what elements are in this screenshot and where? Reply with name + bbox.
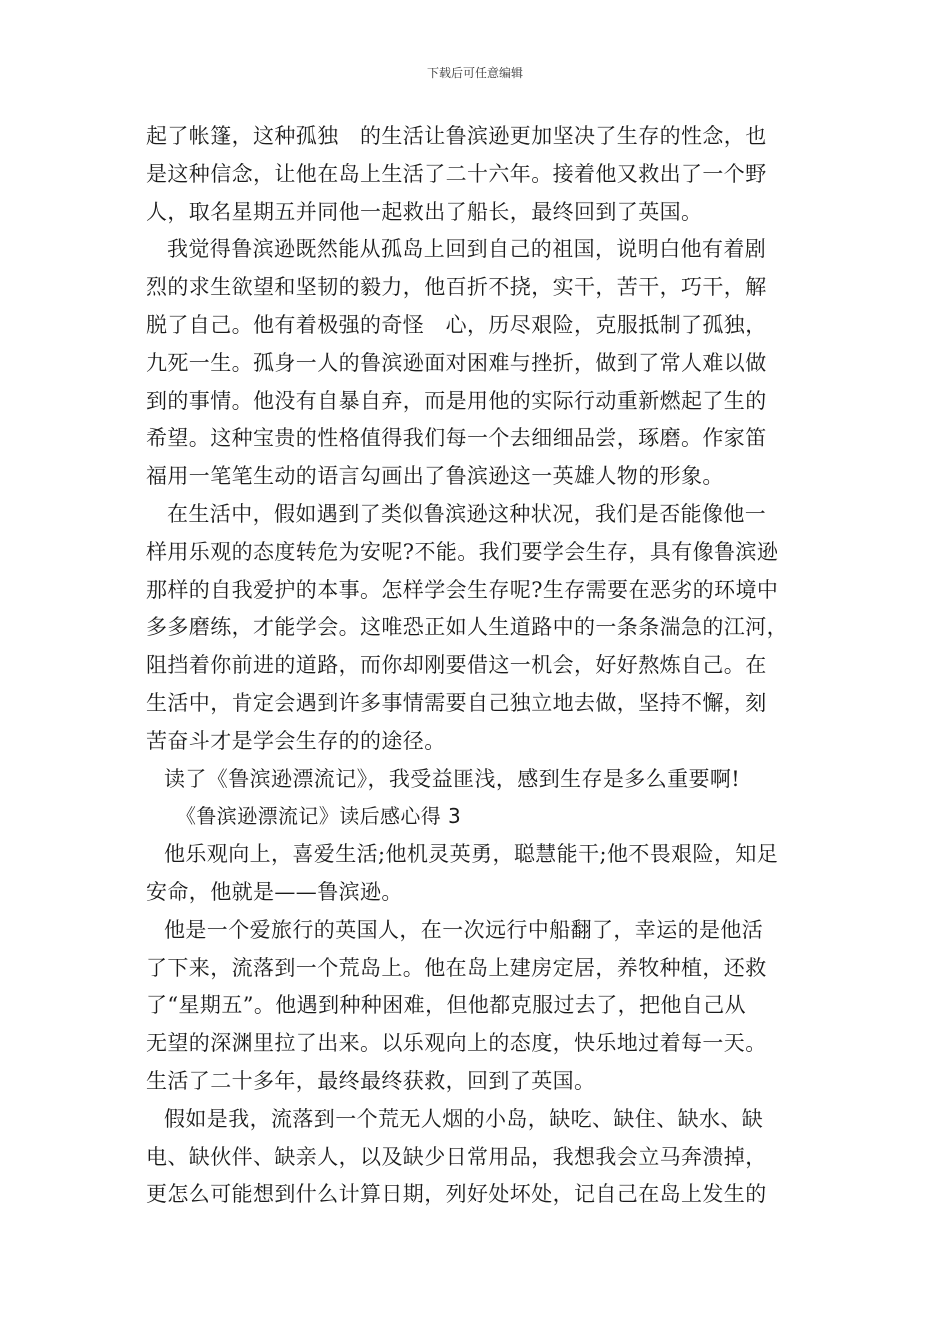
text-line: 烈的求生欲望和坚韧的毅力，他百折不挠，实干，苦干，巧干，解: [146, 275, 767, 300]
text-line: 苦奋斗才是学会生存的的途径。: [146, 728, 446, 753]
text-line: 多多磨练，才能学会。这唯恐正如人生道路中的一条条湍急的江河，: [146, 615, 788, 640]
paragraph-start: 在生活中，假如遇到了类似鲁滨逊这种状况，我们是否能像他一: [167, 501, 767, 526]
text-line: 电、缺伙伴、缺亲人，以及缺少日常用品，我想我会立马奔溃掉，: [146, 1144, 767, 1169]
text-line: 了下来，流落到一个荒岛上。他在岛上建房定居，养牧种植，还救: [146, 955, 767, 980]
paragraph-start: 我觉得鲁滨逊既然能从孤岛上回到自己的祖国，说明白他有着剧: [167, 237, 767, 262]
text-line: 希望。这种宝贵的性格值得我们每一个去细细品尝，琢磨。作家笛: [146, 426, 767, 451]
text-line: 安命，他就是——鲁滨逊。: [146, 879, 403, 904]
section-heading: 《鲁滨逊漂流记》读后感心得 3: [176, 804, 462, 829]
text-line: 阻挡着你前进的道路，而你却刚要借这一机会，好好熬炼自己。在: [146, 653, 767, 678]
text-line: 到的事情。他没有自暴自弃，而是用他的实际行动重新燃起了生的: [146, 388, 767, 413]
text-line: 了“星期五”。他遇到种种困难，但他都克服过去了，把他自己从: [146, 993, 747, 1018]
text-line: 更怎么可能想到什么计算日期，列好处坏处，记自己在岛上发生的: [146, 1182, 767, 1207]
text-line: 九死一生。孤身一人的鲁滨逊面对困难与挫折，做到了常人难以做: [146, 350, 767, 375]
document-body: [146, 118, 816, 1214]
paragraph-start: 读了《鲁滨逊漂流记》，我受益匪浅，感到生存是多么重要啊!: [164, 766, 741, 791]
paragraph-start: 假如是我，流落到一个荒无人烟的小岛，缺吃、缺住、缺水、缺: [164, 1106, 764, 1131]
text-line: 人，取名星期五并同他一起救出了船长，最终回到了英国。: [146, 199, 703, 224]
text-line: 起了帐篷，这种孤独 的生活让鲁滨逊更加坚决了生存的性念，也: [146, 124, 767, 148]
text-line: 生活了二十多年，最终最终获救，回到了英国。: [146, 1068, 596, 1093]
text-line: 是这种信念，让他在岛上生活了二十六年。接着他又救出了一个野: [146, 161, 767, 186]
text-line: 生活中，肯定会遇到许多事情需要自己独立地去做，坚持不懈，刻: [146, 690, 767, 715]
text-line: 那样的自我爱护的本事。怎样学会生存呢?生存需要在恶劣的环境中: [146, 577, 779, 602]
page-header: 下载后可任意编辑: [426, 66, 523, 80]
text-line: 无望的深渊里拉了出来。以乐观向上的态度，快乐地过着每一天。: [146, 1031, 767, 1056]
paragraph-start: 他是一个爱旅行的英国人，在一次远行中船翻了，幸运的是他活: [164, 917, 764, 942]
paragraph-start: 他乐观向上，喜爱生活;他机灵英勇，聪慧能干;他不畏艰险，知足: [164, 842, 779, 867]
text-line: 福用一笔笔生动的语言勾画出了鲁滨逊这一英雄人物的形象。: [146, 464, 724, 489]
text-line: 样用乐观的态度转危为安呢?不能。我们要学会生存，具有像鲁滨逊: [146, 539, 779, 564]
text-line: 脱了自己。他有着极强的奇怪 心，历尽艰险，克服抵制了孤独，: [146, 312, 767, 337]
